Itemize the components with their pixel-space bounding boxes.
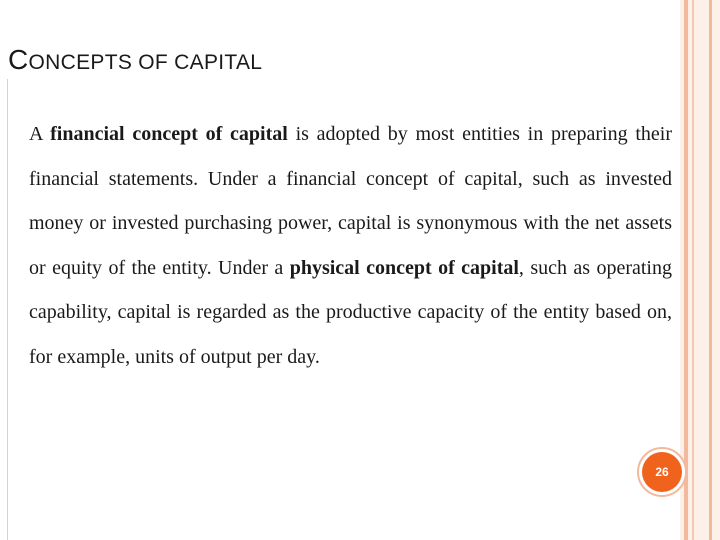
- term-financial-concept: financial concept of capital: [50, 123, 288, 145]
- left-decor-rule: [7, 79, 8, 540]
- right-decor-stripe: [709, 0, 712, 540]
- slide-title-rest: ONCEPTS OF CAPITAL: [28, 51, 263, 74]
- body-paragraph: [29, 112, 672, 379]
- right-decor-stripe: [692, 0, 694, 540]
- page-number: 26: [642, 452, 682, 492]
- slide-title: [8, 42, 262, 81]
- right-decor-stripe: [684, 0, 688, 540]
- body-text-segment: A: [29, 123, 51, 145]
- body-text-segment: , such as operating capability, capital is regarded as the productive capacity of the entity based on, for example, units of output per day.: [29, 256, 672, 368]
- body-text-segment: is adopted by most entities in preparing their financial statements. Under a financial concept of capital, such as invested money or invested purchasing power, capital is synonymous with the net assets or equity of the entity. Under a: [29, 123, 673, 279]
- slide-title-initial: C: [8, 44, 29, 75]
- term-physical-concept: physical concept of capital: [289, 256, 519, 279]
